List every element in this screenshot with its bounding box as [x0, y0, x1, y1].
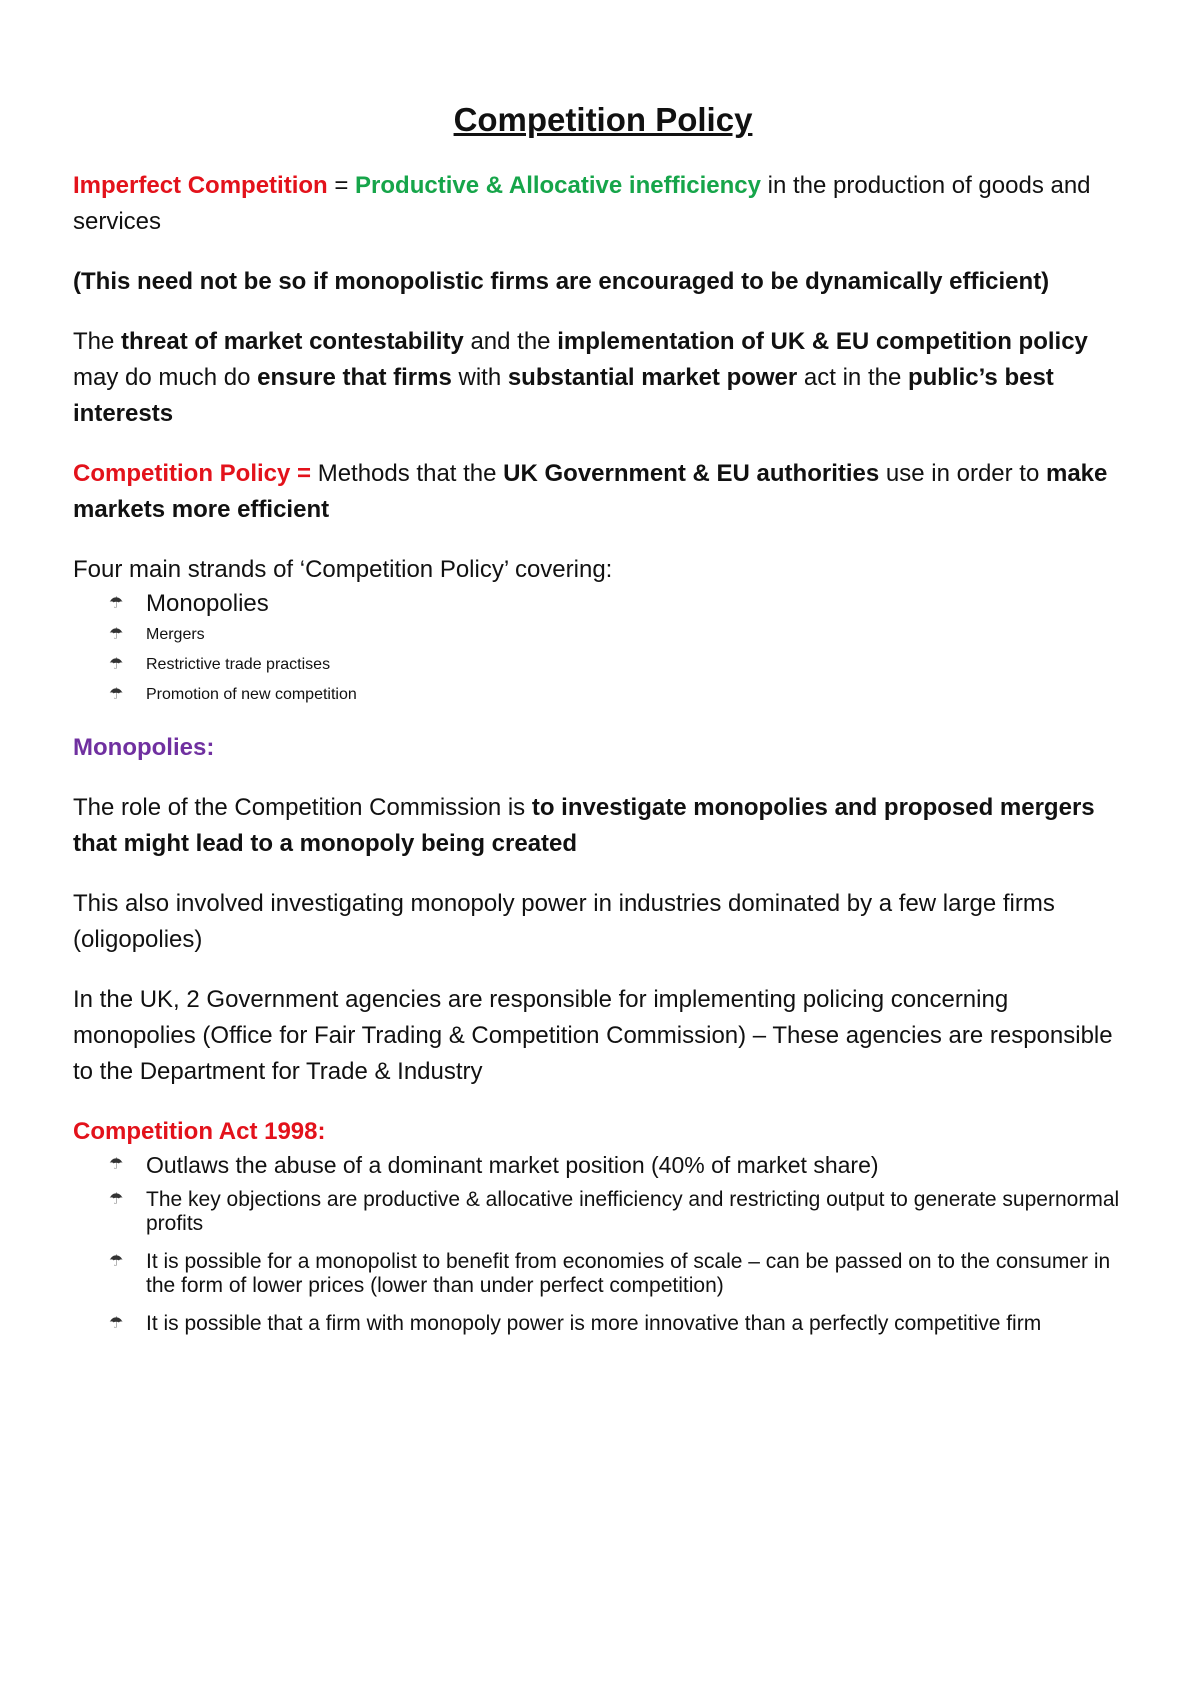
bullet-icon: ☂ [109, 1156, 124, 1173]
list-item-label: Promotion of new competition [146, 686, 357, 703]
definition-d3: use in order to [879, 460, 1046, 487]
monopolies-heading: Monopolies: [73, 734, 215, 761]
list-item [73, 1150, 1133, 1180]
list-item [73, 588, 1133, 620]
list-item-label: It is possible for a monopolist to benefit from economies of scale – can be passed on to the consumer in the form of lower prices (lower than under perfect competition) [146, 1250, 1111, 1297]
role-text: The role of the Competition Commission is [73, 794, 532, 821]
bullet-icon: ☂ [109, 595, 124, 612]
definition-d4: make markets more efficient [73, 460, 1108, 523]
definition-paragraph [73, 456, 1133, 528]
definition-term: Competition Policy = [73, 460, 318, 487]
threat-paragraph [73, 324, 1133, 432]
act-list [73, 1150, 1133, 1336]
role-bold: to investigate monopolies and proposed mergers that might lead to a monopoly being created [73, 794, 1095, 857]
role-paragraph [73, 790, 1133, 862]
page-title: Competition Policy [453, 101, 753, 138]
intro-eq: = [327, 172, 356, 199]
threat-t5: may do much do [73, 364, 258, 391]
also-paragraph: This also involved investigating monopoly power in industries dominated by a few large firms (oligopolies) [73, 890, 1055, 953]
threat-t3: and the [463, 328, 558, 355]
note-paragraph: (This need not be so if monopolistic firms are encouraged to be dynamically efficient) [73, 268, 1050, 295]
list-item [73, 1188, 1133, 1236]
bullet-icon: ☂ [109, 1315, 124, 1332]
definition-d1: Methods that the [317, 460, 504, 487]
strands-list [73, 588, 1133, 710]
list-item [73, 620, 1133, 650]
list-item-label: Monopolies [146, 590, 269, 617]
intro-paragraph [73, 168, 1133, 240]
intro-rest: in the production of goods and services [73, 172, 1091, 235]
bullet-icon: ☂ [109, 686, 124, 703]
bullet-icon: ☂ [109, 626, 124, 643]
strands-heading: Four main strands of ‘Competition Policy’ covering: [73, 556, 613, 583]
document-content [73, 100, 1133, 1350]
list-item [73, 1312, 1133, 1336]
intro-effect: Productive & Allocative inefficiency [355, 172, 761, 199]
bullet-icon: ☂ [109, 1253, 124, 1270]
list-item-label: Restrictive trade practises [146, 656, 331, 673]
list-item-label: It is possible that a firm with monopoly power is more innovative than a perfectly competitive firm [146, 1312, 1042, 1335]
act-heading: Competition Act 1998: [73, 1118, 326, 1145]
threat-t8: substantial market power [507, 364, 798, 391]
list-item-label: Mergers [146, 626, 205, 643]
list-item-label: Outlaws the abuse of a dominant market position (40% of market share) [146, 1152, 879, 1178]
bullet-icon: ☂ [109, 656, 124, 673]
threat-t2: threat of market contestability [121, 328, 464, 355]
threat-t10: public’s best interests [73, 364, 1054, 427]
list-item [73, 1250, 1133, 1298]
list-item [73, 650, 1133, 680]
agencies-paragraph: In the UK, 2 Government agencies are responsible for implementing policing concerning monopolies (Office for Fair Trading & Competition Commission) – These agencies are responsible to the Department for Trade & Industry [73, 986, 1113, 1085]
threat-t4: implementation of UK & EU competition policy [557, 328, 1088, 355]
threat-t9: act in the [797, 364, 908, 391]
list-item-label: The key objections are productive & allocative inefficiency and restricting output to generate supernormal profits [146, 1188, 1120, 1235]
definition-d2: UK Government & EU authorities [503, 460, 880, 487]
threat-t1: The [73, 328, 122, 355]
threat-t7: with [451, 364, 508, 391]
bullet-icon: ☂ [109, 1191, 124, 1208]
list-item [73, 680, 1133, 710]
threat-t6: ensure that firms [257, 364, 452, 391]
intro-term: Imperfect Competition [73, 172, 328, 199]
